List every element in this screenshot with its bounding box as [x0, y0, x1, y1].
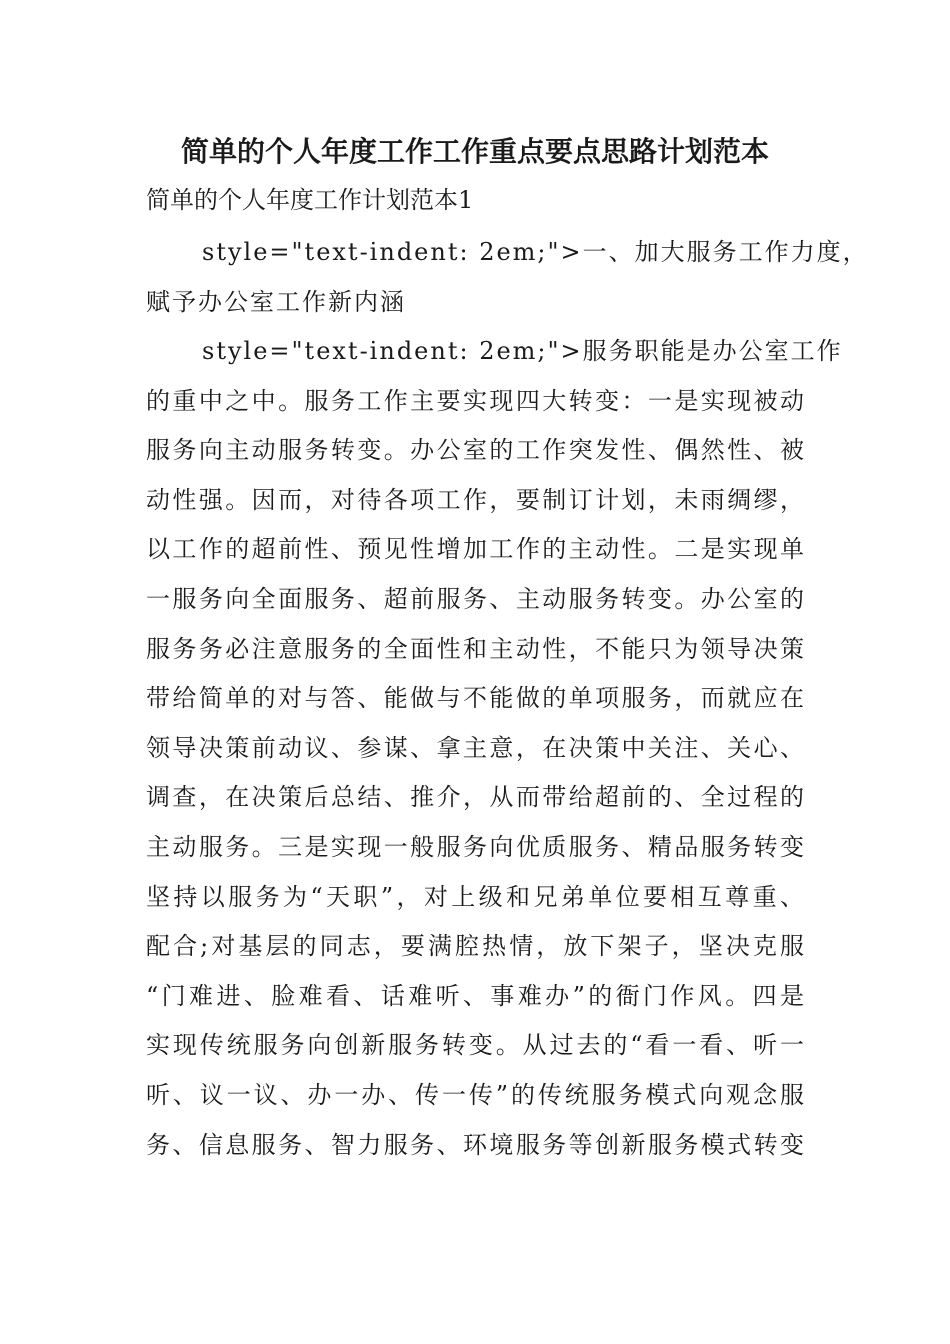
paragraph-line: 以工作的超前性、预见性增加工作的主动性。二是实现单 [146, 535, 806, 564]
section-heading: 简单的个人年度工作计划范本1 [146, 186, 474, 214]
paragraph-line: 配合;对基层的同志，要满腔热情，放下架子，坚决克服 [146, 932, 806, 961]
paragraph-line: 赋予办公室工作新内涵 [146, 287, 406, 316]
paragraph-line: “门难进、脸难看、话难听、事难办”的衙门作风。四是 [146, 981, 806, 1010]
paragraph-line: 主动服务。三是实现一般服务向优质服务、精品服务转变 [146, 832, 806, 861]
paragraph-line: 的重中之中。服务工作主要实现四大转变：一是实现被动 [146, 386, 806, 415]
paragraph-line: 一服务向全面服务、超前服务、主动服务转变。办公室的 [146, 584, 806, 613]
paragraph-line: 服务向主动服务转变。办公室的工作突发性、偶然性、被 [146, 436, 806, 465]
paragraph-2 [146, 327, 843, 1170]
paragraph-line: 实现传统服务向创新服务转变。从过去的“看一看、听一 [146, 1031, 806, 1060]
paragraph-line: 带给简单的对与答、能做与不能做的单项服务，而就应在 [146, 684, 806, 713]
paragraph-line: 务、信息服务、智力服务、环境服务等创新服务模式转变 [146, 1130, 806, 1159]
paragraph-line: 坚持以服务为“天职”，对上级和兄弟单位要相互尊重、 [146, 882, 806, 911]
paragraph-line: 听、议一议、办一办、传一传”的传统服务模式向观念服 [146, 1080, 806, 1109]
paragraph-line: style="text-indent: 2em;">服务职能是办公室工作 [202, 337, 843, 365]
document-title: 简单的个人年度工作工作重点要点思路计划范本 [180, 135, 769, 168]
paragraph-line: 领导决策前动议、参谋、拿主意，在决策中关注、关心、 [146, 733, 806, 762]
paragraph-line: 调查，在决策后总结、推介，从而带给超前的、全过程的 [146, 783, 806, 812]
paragraph-1 [146, 228, 869, 327]
paragraph-line: 动性强。因而，对待各项工作，要制订计划，未雨绸缪， [146, 485, 806, 514]
paragraph-line: style="text-indent: 2em;">一、加大服务工作力度， [202, 238, 869, 266]
paragraph-line: 服务务必注意服务的全面性和主动性，不能只为领导决策 [146, 634, 806, 663]
